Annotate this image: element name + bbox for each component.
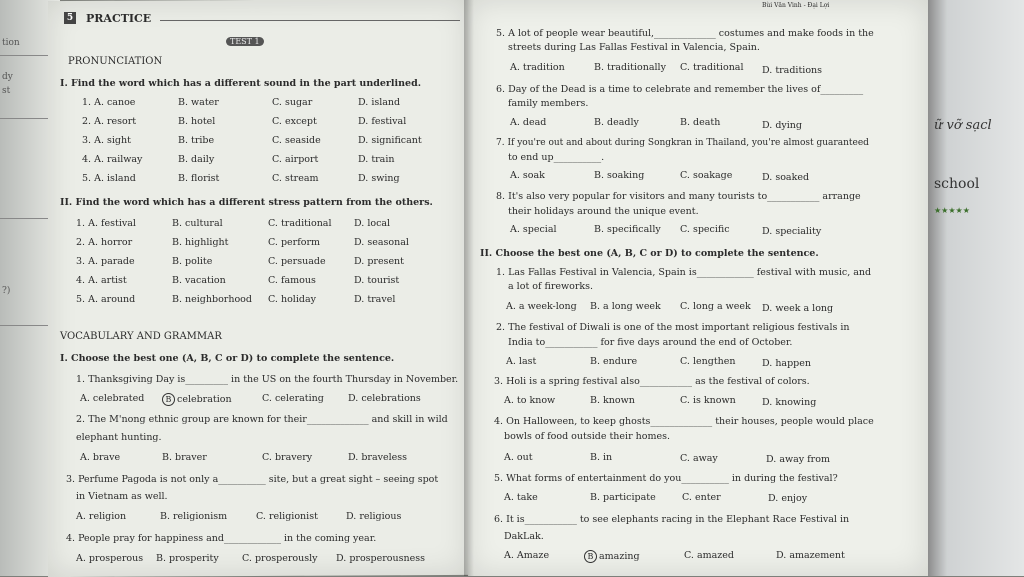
option: 1. A. canoe	[82, 97, 136, 108]
option: 2. A. horror	[76, 237, 133, 248]
option: B. known	[590, 395, 635, 406]
option: 5. A. island	[82, 173, 136, 184]
section-title: PRACTICE	[86, 12, 152, 25]
option: A. dead	[510, 117, 547, 128]
option: 4. A. artist	[76, 275, 127, 286]
question-text: to end up__________.	[508, 152, 605, 163]
divider	[160, 20, 460, 21]
option: C. airport	[272, 154, 319, 165]
option: C. except	[272, 116, 317, 127]
heading-vocab: VOCABULARY AND GRAMMAR	[60, 331, 222, 342]
selected-answer-circle: B	[584, 550, 597, 563]
cover-text: ữ vỡ sạcl	[934, 118, 992, 133]
option: B. tribe	[178, 135, 215, 146]
option: C. soakage	[680, 170, 733, 181]
margin-rule	[0, 325, 48, 326]
selected-answer-circle: B	[162, 393, 175, 406]
option: 5. A. around	[76, 294, 136, 305]
option: A. out	[504, 452, 533, 463]
option: C. sugar	[272, 97, 313, 108]
option: D. celebrations	[348, 393, 421, 404]
test-badge: TEST 1	[226, 37, 264, 46]
pronunciation-prompt-2: II. Find the word which has a different stress pattern from the others.	[60, 197, 433, 208]
option: D. seasonal	[354, 237, 409, 248]
option: C. stream	[272, 173, 319, 184]
option: 3. A. sight	[82, 135, 131, 146]
section-number: 5	[64, 12, 76, 24]
option: A. a week-long	[506, 301, 577, 312]
book-right-edge	[928, 0, 1024, 576]
option: B. neighborhood	[172, 294, 252, 305]
option: A. to know	[504, 395, 556, 406]
question-text: 2. The festival of Diwali is one of the most important religious festivals in	[496, 322, 850, 333]
option: D. week a long	[762, 303, 834, 314]
option: B. deadly	[594, 117, 639, 128]
option: D. happen	[762, 358, 812, 369]
option: D. tourist	[354, 275, 400, 286]
option: C. away	[680, 453, 718, 464]
question-text: in Vietnam as well.	[76, 491, 168, 502]
margin-rule	[0, 118, 48, 119]
option: C. traditional	[680, 62, 744, 73]
option: C. specific	[680, 224, 730, 235]
option: A. last	[506, 356, 537, 367]
question-text: 4. On Halloween, to keep ghosts_____________ their houses, people would place	[494, 416, 874, 427]
option: C. persuade	[268, 256, 326, 267]
option: D. festival	[358, 116, 407, 127]
option: D. knowing	[762, 397, 817, 408]
option: D. significant	[358, 135, 422, 146]
question-text: 3. Holi is a spring festival also___________ as the festival of colors.	[494, 376, 810, 387]
question-text: 6. It is___________ to see elephants racing in the Elephant Race Festival in	[494, 514, 850, 525]
question-text: 5. A lot of people wear beautiful,_____________ costumes and make foods in the	[496, 28, 874, 39]
option: D. prosperousness	[336, 553, 425, 564]
question-text: 3. Perfume Pagoda is not only a__________ site, but a great sight – seeing spot	[66, 474, 439, 485]
question-text: 5. What forms of entertainment do you__________ in during the festival?	[494, 473, 838, 484]
heading-pronunciation: PRONUNCIATION	[68, 56, 163, 67]
star-rating: ★★★★★	[934, 206, 970, 215]
option: D. swing	[358, 173, 400, 184]
corner-label: Bùi Văn Vinh - Đại Lợi	[762, 2, 830, 9]
question-text: elephant hunting.	[76, 432, 162, 443]
margin-text: ?)	[2, 286, 11, 296]
option: D. speciality	[762, 226, 822, 237]
question-text: 8. It's also very popular for visitors and many tourists to___________ arrange	[496, 191, 861, 202]
margin-text: st	[2, 86, 11, 96]
option: B. daily	[178, 154, 215, 165]
option: B. a long week	[590, 301, 661, 312]
option: B. polite	[172, 256, 213, 267]
option: C. holiday	[268, 294, 316, 305]
option: A. soak	[510, 170, 545, 181]
option: B. braver	[162, 452, 207, 463]
question-text: 6. Day of the Dead is a time to celebrate and remember the lives of_________	[496, 84, 864, 95]
margin-rule	[0, 218, 48, 219]
question-text: India to___________ for five days around the end of October.	[508, 337, 793, 348]
pronunciation-prompt-1: I. Find the word which has a different sound in the part underlined.	[60, 78, 422, 89]
option: A. prosperous	[76, 553, 144, 564]
option: D. present	[354, 256, 404, 267]
option: C. celerating	[262, 393, 324, 404]
section-heading: II. Choose the best one (A, B, C or D) to complete the sentence.	[480, 248, 819, 259]
option: C. prosperously	[242, 553, 318, 564]
option: C. seaside	[272, 135, 321, 146]
option: B. endure	[590, 356, 638, 367]
option: C. famous	[268, 275, 316, 286]
option: D. soaked	[762, 172, 810, 183]
margin-text: tion	[2, 38, 20, 48]
question-text: 1. Thanksgiving Day is_________ in the US on the fourth Thursday in November.	[76, 374, 459, 385]
option-selected	[162, 393, 232, 406]
vocab-prompt: I. Choose the best one (A, B, C or D) to complete the sentence.	[60, 353, 395, 364]
margin-rule	[0, 55, 48, 56]
option: D. train	[358, 154, 395, 165]
option: C. long a week	[680, 301, 751, 312]
option: B. death	[680, 117, 721, 128]
question-text: a lot of fireworks.	[508, 281, 594, 292]
option: B. cultural	[172, 218, 223, 229]
option: D. traditions	[762, 65, 823, 76]
option: B. water	[178, 97, 219, 108]
option: B. vacation	[172, 275, 226, 286]
option: 3. A. parade	[76, 256, 135, 267]
option: D. religious	[346, 511, 402, 522]
option: A. Amaze	[504, 550, 550, 561]
option: D. amazement	[776, 550, 845, 561]
option: B. in	[590, 452, 613, 463]
question-text: their holidays around the unique event.	[508, 206, 699, 217]
question-text: 1. Las Fallas Festival in Valencia, Spain is____________ festival with music, and	[496, 267, 872, 278]
option: 1. A. festival	[76, 218, 136, 229]
margin-text: dy	[2, 72, 13, 82]
question-text: bowls of food outside their homes.	[504, 431, 670, 442]
option: B. highlight	[172, 237, 229, 248]
book-spine	[464, 0, 474, 576]
option: B. hotel	[178, 116, 216, 127]
option: A. tradition	[510, 62, 565, 73]
option: D. island	[358, 97, 401, 108]
option: C. lengthen	[680, 356, 736, 367]
option: B. soaking	[594, 170, 645, 181]
option: A. religion	[76, 511, 127, 522]
option: C. perform	[268, 237, 320, 248]
cover-text: school	[934, 176, 980, 192]
option: B. religionism	[160, 511, 228, 522]
option: D. away from	[766, 454, 830, 465]
option: C. enter	[682, 492, 721, 503]
option: B. prosperity	[156, 553, 219, 564]
option-text: amazing	[599, 551, 640, 562]
option: C. traditional	[268, 218, 332, 229]
option: D. travel	[354, 294, 396, 305]
option: B. specifically	[594, 224, 661, 235]
option: 4. A. railway	[82, 154, 143, 165]
option: B. florist	[178, 173, 220, 184]
question-text: streets during Las Fallas Festival in Valencia, Spain.	[508, 42, 760, 53]
option: B. participate	[590, 492, 656, 503]
option: A. brave	[80, 452, 121, 463]
option: D. local	[354, 218, 391, 229]
option: D. dying	[762, 120, 803, 131]
question-text: DakLak.	[504, 531, 544, 542]
question-text: 7. If you're out and about during Songkran in Thailand, you're almost guaranteed	[496, 138, 869, 148]
option: C. religionist	[256, 511, 318, 522]
option: D. braveless	[348, 452, 408, 463]
question-text: 2. The M'nong ethnic group are known for their_____________ and skill in wild	[76, 414, 448, 425]
option-selected	[584, 550, 640, 563]
option: A. celebrated	[80, 393, 145, 404]
option: D. enjoy	[768, 493, 808, 504]
option: B. traditionally	[594, 62, 666, 73]
option: C. amazed	[684, 550, 735, 561]
option-text: celebration	[177, 394, 232, 405]
question-text: family members.	[508, 98, 589, 109]
option: A. take	[504, 492, 538, 503]
option: A. special	[510, 224, 557, 235]
option: 2. A. resort	[82, 116, 137, 127]
option: C. bravery	[262, 452, 313, 463]
question-text: 4. People pray for happiness and____________ in the coming year.	[66, 533, 377, 544]
option: C. is known	[680, 395, 736, 406]
